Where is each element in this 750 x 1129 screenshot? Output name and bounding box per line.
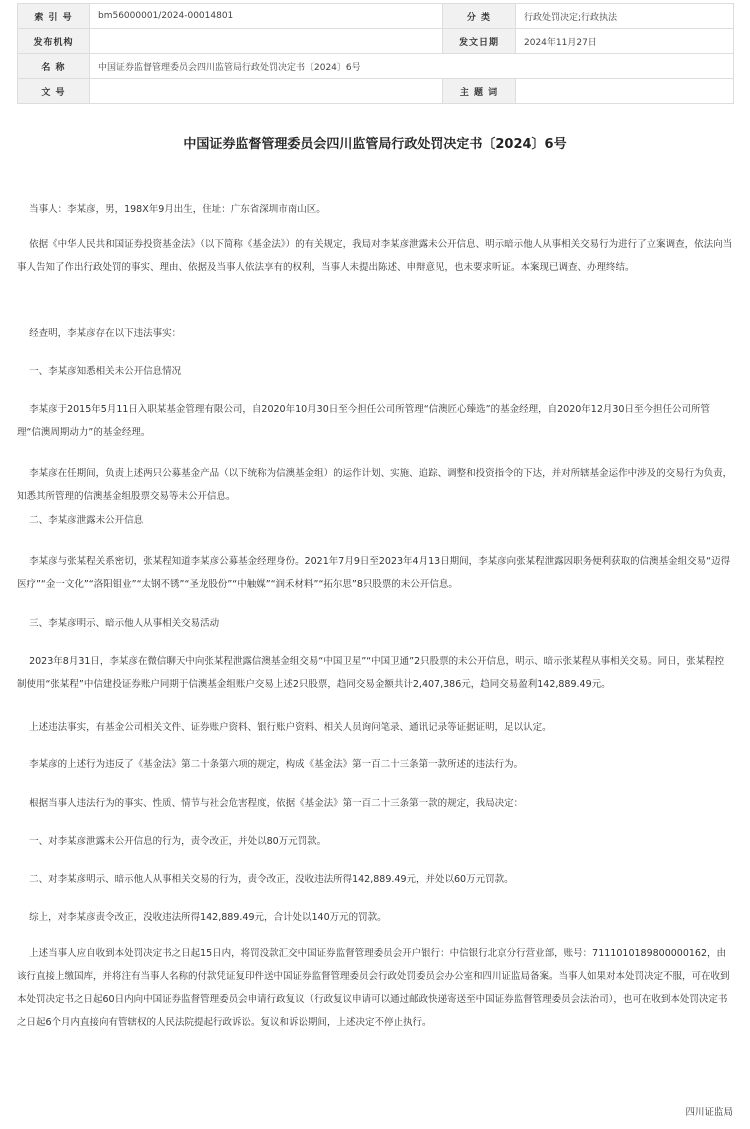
- paragraph-employment: 李某彦于2015年5月11日入职某基金管理有限公司，自2020年10月30日至今担任公司所管理“信澳匠心臻选”的基金经理，自2020年12月30日至今担任公司所管理“信澳周期动力”的基金经理。: [17, 404, 710, 438]
- paragraph-responsibilities: 李某彦在任期间，负责上述两只公募基金产品（以下统称为信澳基金组）的运作计划、实施、追踪、调整和投资指令的下达，并对所辖基金运作中涉及的交易行为负责，知悉其所管理的信澳基金组股票交易等未公开信息。: [17, 468, 733, 502]
- metadata-row-index: [18, 4, 734, 29]
- paragraph-party: 当事人：李某彦，男，198X年9月出生，住址：广东省深圳市南山区。: [17, 204, 326, 215]
- metadata-row-name: [18, 54, 734, 79]
- category-label: 分 类: [443, 4, 516, 29]
- issuer-signature: 四川证监局: [685, 1107, 733, 1118]
- subject-words-label: 主 题 词: [443, 79, 516, 104]
- document-metadata-table: [17, 3, 734, 104]
- document-title: 中国证券监督管理委员会四川监管局行政处罚决定书〔2024〕6号: [183, 137, 567, 152]
- paragraph-leak: 李某彦与张某程关系密切，张某程知道李某彦公募基金经理身份。2021年7月9日至2023年4月13日期间，李某彦向张某程泄露因职务便利获取的信澳基金组交易“迈得医疗”“金一文化”“洛阳钼业”“太钢不锈”“圣龙股份”“中触媒”“润禾材料”“拓尔思”8只股票的未公开信息。: [17, 556, 731, 590]
- section-heading-3: 三、李某彦明示、暗示他人从事相关交易活动: [17, 618, 220, 629]
- paragraph-trading: 2023年8月31日，李某彦在微信聊天中向张某程泄露信澳基金组交易“中国卫星”“中国卫通”2只股票的未公开信息，明示、暗示张某程从事相关交易。同日，张某程控制使用“张某程”中信建投证券账户同期于信澳基金组账户交易上述2只股票，趋同交易金额共计2,407,386元，趋同交易盈利142,889.49元。: [17, 656, 725, 690]
- issue-date-label: 发文日期: [443, 29, 516, 54]
- paragraph-findings-intro: 经查明，李某彦存在以下违法事实：: [17, 328, 182, 339]
- name-label: 名 称: [18, 54, 90, 79]
- paragraph-decision-intro: 根据当事人违法行为的事实、性质、情节与社会危害程度，依据《基金法》第一百二十三条第一款的规定，我局决定：: [17, 798, 524, 809]
- metadata-row-issuer: [18, 29, 734, 54]
- paragraph-basis: 依据《中华人民共和国证券投资基金法》（以下简称《基金法》）的有关规定，我局对李某彦泄露未公开信息、明示暗示他人从事相关交易行为进行了立案调查，依法向当事人告知了作出行政处罚的事实、理由、依据及当事人依法享有的权利，当事人未提出陈述、申辩意见，也未要求听证。本案现已调查、办理终结。: [17, 239, 733, 273]
- index-number-value: bm56000001/2024-00014801: [90, 4, 443, 29]
- metadata-row-docno: [18, 79, 734, 104]
- section-heading-2: 二、李某彦泄露未公开信息: [17, 515, 144, 526]
- paragraph-payment-and-appeal: 上述当事人应自收到本处罚决定书之日起15日内，将罚没款汇交中国证券监督管理委员会开户银行：中信银行北京分行营业部，账号：7111010189800000162，由该行直接上缴国库，并将注有当事人名称的付款凭证复印件送中国证券监督管理委员会行政处罚委员会办公室和四川证监局备案。当事人如果对本处罚决定不服，可在收到本处罚决定书之日起60日内向中国证券监督管理委员会申请行政复议（行政复议申请可以通过邮政快递寄送至中国证券监督管理委员会法治司），也可在收到本处罚决定书之日起6个月内直接向有管辖权的人民法院提起行政诉讼。复议和诉讼期间，上述决定不停止执行。: [17, 948, 730, 1028]
- subject-words-value: [516, 79, 734, 104]
- document-number-value: [90, 79, 443, 104]
- paragraph-violation: 李某彦的上述行为违反了《基金法》第二十条第六项的规定，构成《基金法》第一百二十三条第一款所述的违法行为。: [17, 759, 524, 770]
- name-value: 中国证券监督管理委员会四川监管局行政处罚决定书〔2024〕6号: [90, 54, 734, 79]
- document-number-label: 文 号: [18, 79, 90, 104]
- paragraph-summary: 综上，对李某彦责令改正，没收违法所得142,889.49元，合计处以140万元的罚款。: [17, 912, 387, 923]
- category-value: 行政处罚决定;行政执法: [516, 4, 734, 29]
- issue-date-value: 2024年11月27日: [516, 29, 734, 54]
- paragraph-penalty-1: 一、对李某彦泄露未公开信息的行为，责令改正，并处以80万元罚款。: [17, 836, 327, 847]
- paragraph-penalty-2: 二、对李某彦明示、暗示他人从事相关交易的行为，责令改正，没收违法所得142,889.49元，并处以60万元罚款。: [17, 874, 514, 885]
- issuer-label: 发布机构: [18, 29, 90, 54]
- issuer-value: [90, 29, 443, 54]
- section-heading-1: 一、李某彦知悉相关未公开信息情况: [17, 366, 182, 377]
- index-number-label: 索 引 号: [18, 4, 90, 29]
- paragraph-evidence: 上述违法事实，有基金公司相关文件、证券账户资料、银行账户资料、相关人员询问笔录、通讯记录等证据证明，足以认定。: [17, 722, 552, 733]
